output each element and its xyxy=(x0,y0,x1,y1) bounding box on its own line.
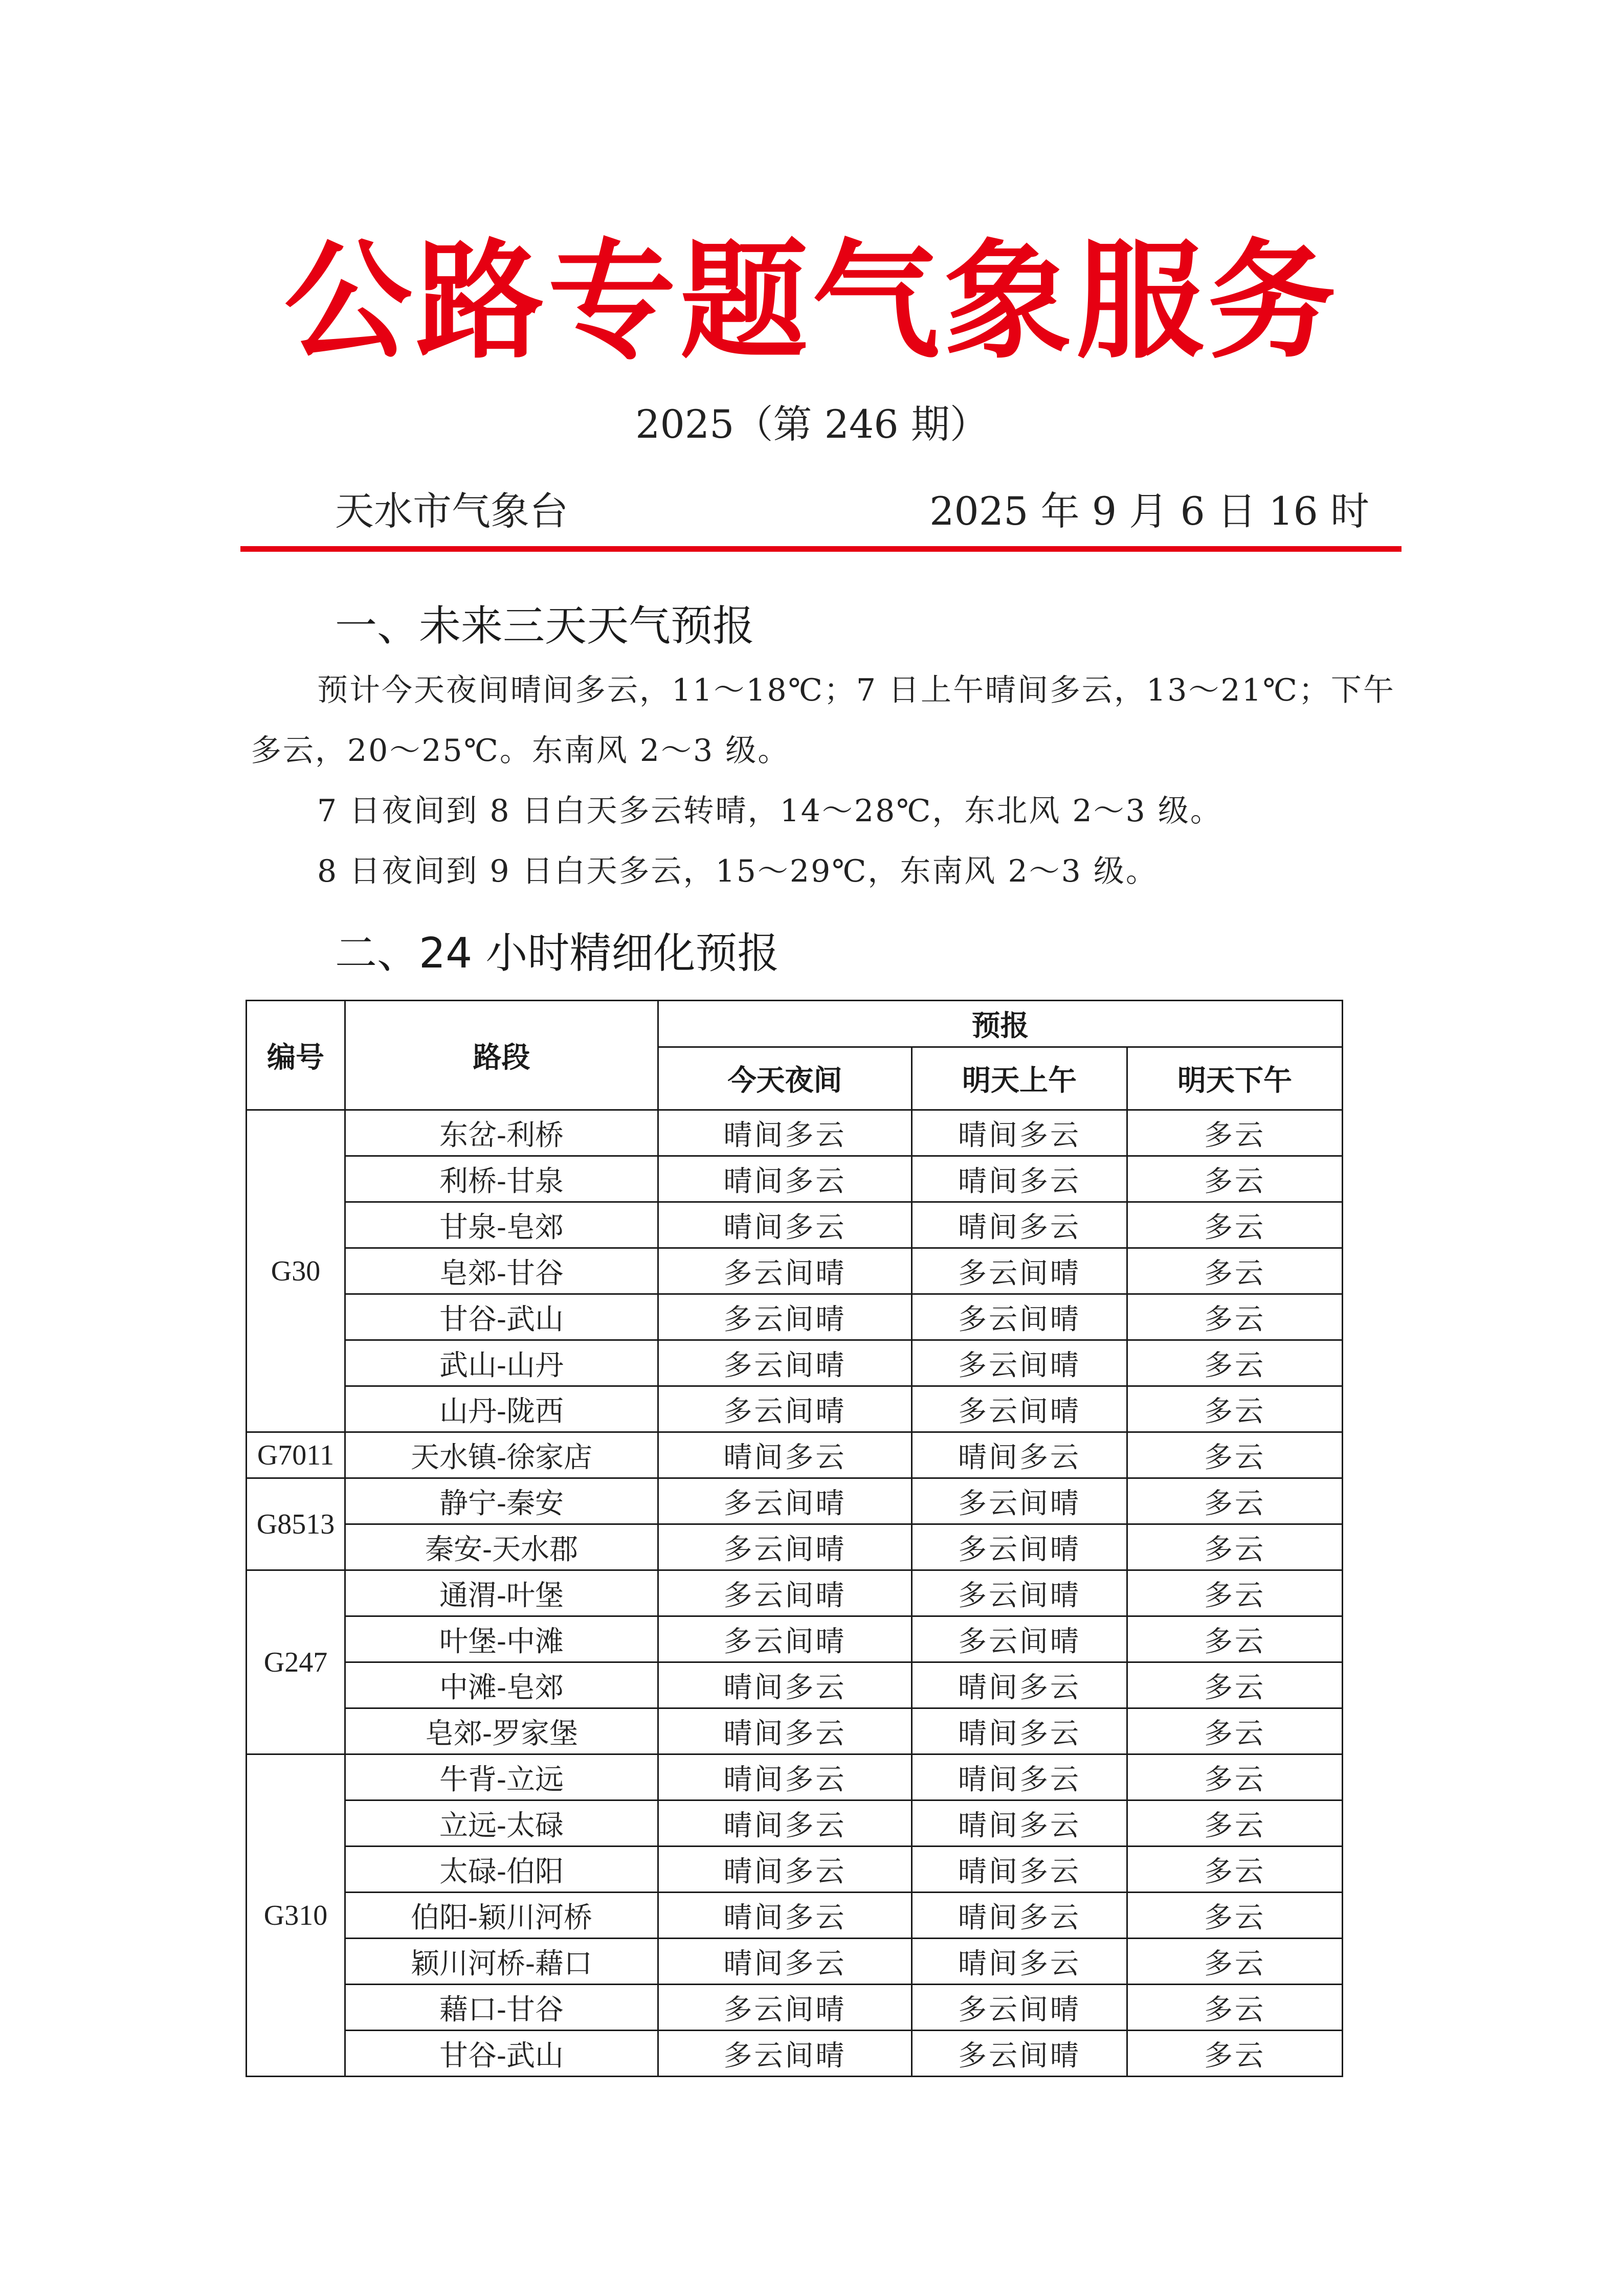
tomorrow-am-cell: 晴间多云 xyxy=(912,1432,1127,1478)
segment-cell: 通渭-叶堡 xyxy=(345,1570,658,1616)
tomorrow-am-cell: 多云间晴 xyxy=(912,1570,1127,1616)
forecast-paragraph-3: 8 日夜间到 9 日白天多云，15～29℃，东南风 2～3 级。 xyxy=(317,853,1158,889)
table-row xyxy=(247,1939,1343,1985)
table-row xyxy=(247,1708,1343,1754)
segment-cell: 叶堡-中滩 xyxy=(345,1616,658,1662)
tonight-cell: 晴间多云 xyxy=(658,1202,912,1248)
tonight-cell: 晴间多云 xyxy=(658,1893,912,1939)
tomorrow-pm-cell: 多云 xyxy=(1127,2031,1343,2077)
tonight-cell: 晴间多云 xyxy=(658,1708,912,1754)
header-tomorrow-pm: 明天下午 xyxy=(1127,1047,1343,1110)
tomorrow-am-cell: 晴间多云 xyxy=(912,1800,1127,1847)
segment-cell: 甘谷-武山 xyxy=(345,1294,658,1340)
table-row xyxy=(247,1893,1343,1939)
issuer-name: 天水市气象台 xyxy=(335,488,568,534)
tomorrow-pm-cell: 多云 xyxy=(1127,1616,1343,1662)
tomorrow-pm-cell: 多云 xyxy=(1127,1985,1343,2031)
tomorrow-pm-cell: 多云 xyxy=(1127,1478,1343,1524)
segment-cell: 太碌-伯阳 xyxy=(345,1847,658,1893)
segment-cell: 皂郊-罗家堡 xyxy=(345,1708,658,1754)
tomorrow-pm-cell: 多云 xyxy=(1127,1662,1343,1708)
tonight-cell: 多云间晴 xyxy=(658,1524,912,1570)
tomorrow-pm-cell: 多云 xyxy=(1127,1847,1343,1893)
forecast-table-body xyxy=(247,1110,1343,2077)
table-row xyxy=(247,1524,1343,1570)
table-row xyxy=(247,1985,1343,2031)
table-row xyxy=(247,1570,1343,1616)
tomorrow-am-cell: 多云间晴 xyxy=(912,1524,1127,1570)
segment-cell: 甘泉-皂郊 xyxy=(345,1202,658,1248)
header-divider xyxy=(240,546,1401,552)
tomorrow-pm-cell: 多云 xyxy=(1127,1202,1343,1248)
table-row xyxy=(247,2031,1343,2077)
tomorrow-pm-cell: 多云 xyxy=(1127,1432,1343,1478)
table-row xyxy=(247,1202,1343,1248)
tomorrow-am-cell: 多云间晴 xyxy=(912,1985,1127,2031)
header-forecast: 预报 xyxy=(658,1001,1343,1047)
tomorrow-am-cell: 多云间晴 xyxy=(912,1340,1127,1386)
tomorrow-am-cell: 多云间晴 xyxy=(912,1616,1127,1662)
tonight-cell: 晴间多云 xyxy=(658,1432,912,1478)
header-segment: 路段 xyxy=(345,1001,658,1110)
table-row xyxy=(247,1110,1343,1156)
table-row xyxy=(247,1248,1343,1294)
segment-cell: 甘谷-武山 xyxy=(345,2031,658,2077)
tonight-cell: 多云间晴 xyxy=(658,1570,912,1616)
tonight-cell: 晴间多云 xyxy=(658,1939,912,1985)
forecast-paragraph-2: 7 日夜间到 8 日白天多云转晴，14～28℃，东北风 2～3 级。 xyxy=(317,793,1222,829)
tonight-cell: 多云间晴 xyxy=(658,2031,912,2077)
table-row xyxy=(247,1662,1343,1708)
table-row xyxy=(247,1294,1343,1340)
tomorrow-am-cell: 晴间多云 xyxy=(912,1662,1127,1708)
issue-number: 2025（第 246 期） xyxy=(635,401,989,447)
route-code-cell: G247 xyxy=(247,1570,345,1754)
header-tonight: 今天夜间 xyxy=(658,1047,912,1110)
table-row xyxy=(247,1754,1343,1800)
table-row xyxy=(247,1478,1343,1524)
tomorrow-am-cell: 晴间多云 xyxy=(912,1754,1127,1800)
tomorrow-pm-cell: 多云 xyxy=(1127,1110,1343,1156)
tomorrow-pm-cell: 多云 xyxy=(1127,1800,1343,1847)
tomorrow-am-cell: 晴间多云 xyxy=(912,1893,1127,1939)
tomorrow-am-cell: 晴间多云 xyxy=(912,1110,1127,1156)
tomorrow-pm-cell: 多云 xyxy=(1127,1156,1343,1202)
tonight-cell: 多云间晴 xyxy=(658,1294,912,1340)
segment-cell: 立远-太碌 xyxy=(345,1800,658,1847)
tomorrow-am-cell: 晴间多云 xyxy=(912,1708,1127,1754)
table-row xyxy=(247,1386,1343,1432)
route-code-cell: G310 xyxy=(247,1754,345,2077)
tomorrow-am-cell: 晴间多云 xyxy=(912,1156,1127,1202)
tomorrow-am-cell: 多云间晴 xyxy=(912,1478,1127,1524)
tomorrow-pm-cell: 多云 xyxy=(1127,1754,1343,1800)
route-code-cell: G30 xyxy=(247,1110,345,1432)
segment-cell: 颖川河桥-藉口 xyxy=(345,1939,658,1985)
tonight-cell: 多云间晴 xyxy=(658,1340,912,1386)
tonight-cell: 晴间多云 xyxy=(658,1156,912,1202)
table-row xyxy=(247,1800,1343,1847)
segment-cell: 藉口-甘谷 xyxy=(345,1985,658,2031)
header-code: 编号 xyxy=(247,1001,345,1110)
header-tomorrow-am: 明天上午 xyxy=(912,1047,1127,1110)
tomorrow-am-cell: 多云间晴 xyxy=(912,1248,1127,1294)
segment-cell: 天水镇-徐家店 xyxy=(345,1432,658,1478)
tonight-cell: 晴间多云 xyxy=(658,1847,912,1893)
page-title: 公路专题气象服务 xyxy=(284,227,1340,376)
segment-cell: 东岔-利桥 xyxy=(345,1110,658,1156)
segment-cell: 山丹-陇西 xyxy=(345,1386,658,1432)
tonight-cell: 多云间晴 xyxy=(658,1616,912,1662)
tomorrow-am-cell: 晴间多云 xyxy=(912,1847,1127,1893)
tonight-cell: 晴间多云 xyxy=(658,1662,912,1708)
table-row xyxy=(247,1156,1343,1202)
tomorrow-am-cell: 多云间晴 xyxy=(912,1294,1127,1340)
table-row xyxy=(247,1847,1343,1893)
tomorrow-am-cell: 多云间晴 xyxy=(912,2031,1127,2077)
tomorrow-pm-cell: 多云 xyxy=(1127,1893,1343,1939)
table-row xyxy=(247,1432,1343,1478)
tomorrow-pm-cell: 多云 xyxy=(1127,1386,1343,1432)
tonight-cell: 晴间多云 xyxy=(658,1754,912,1800)
segment-cell: 利桥-甘泉 xyxy=(345,1156,658,1202)
segment-cell: 秦安-天水郡 xyxy=(345,1524,658,1570)
route-code-cell: G8513 xyxy=(247,1478,345,1570)
tonight-cell: 晴间多云 xyxy=(658,1800,912,1847)
tonight-cell: 多云间晴 xyxy=(658,1478,912,1524)
segment-cell: 牛背-立远 xyxy=(345,1754,658,1800)
tomorrow-pm-cell: 多云 xyxy=(1127,1340,1343,1386)
tonight-cell: 晴间多云 xyxy=(658,1110,912,1156)
segment-cell: 静宁-秦安 xyxy=(345,1478,658,1524)
road-forecast-table xyxy=(246,1000,1343,2077)
segment-cell: 中滩-皂郊 xyxy=(345,1662,658,1708)
tomorrow-pm-cell: 多云 xyxy=(1127,1248,1343,1294)
tomorrow-pm-cell: 多云 xyxy=(1127,1524,1343,1570)
table-row xyxy=(247,1340,1343,1386)
segment-cell: 武山-山丹 xyxy=(345,1340,658,1386)
segment-cell: 伯阳-颖川河桥 xyxy=(345,1893,658,1939)
forecast-paragraph-1-line-2: 多云，20～25℃。东南风 2～3 级。 xyxy=(251,733,790,769)
tomorrow-am-cell: 晴间多云 xyxy=(912,1939,1127,1985)
tomorrow-am-cell: 晴间多云 xyxy=(912,1202,1127,1248)
segment-cell: 皂郊-甘谷 xyxy=(345,1248,658,1294)
issue-time: 2025 年 9 月 6 日 16 时 xyxy=(929,488,1369,534)
route-code-cell: G7011 xyxy=(247,1432,345,1478)
table-row xyxy=(247,1616,1343,1662)
tonight-cell: 多云间晴 xyxy=(658,1386,912,1432)
tomorrow-pm-cell: 多云 xyxy=(1127,1294,1343,1340)
section-heading-24h: 二、24 小时精细化预报 xyxy=(335,929,780,978)
tonight-cell: 多云间晴 xyxy=(658,1248,912,1294)
tomorrow-pm-cell: 多云 xyxy=(1127,1708,1343,1754)
section-heading-three-day: 一、未来三天天气预报 xyxy=(335,602,755,650)
tomorrow-pm-cell: 多云 xyxy=(1127,1939,1343,1985)
tomorrow-am-cell: 多云间晴 xyxy=(912,1386,1127,1432)
tonight-cell: 多云间晴 xyxy=(658,1985,912,2031)
tomorrow-pm-cell: 多云 xyxy=(1127,1570,1343,1616)
forecast-paragraph-1-line-1: 预计今天夜间晴间多云，11～18℃；7 日上午晴间多云，13～21℃；下午 xyxy=(317,672,1395,708)
